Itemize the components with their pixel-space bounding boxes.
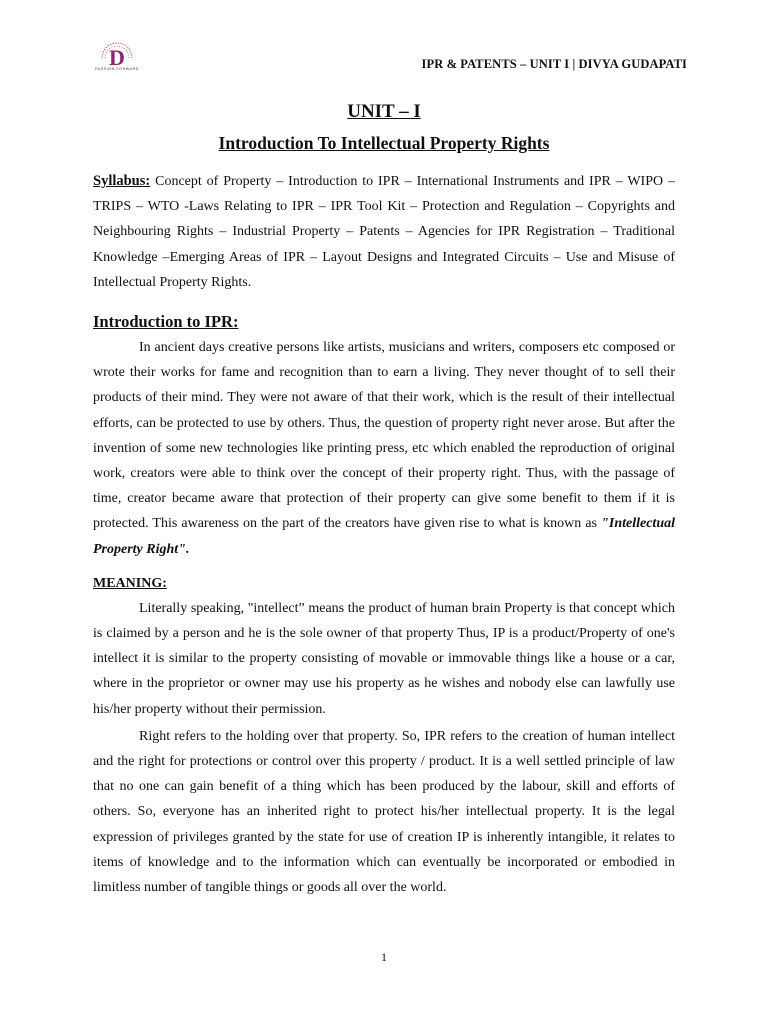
meaning-paragraph-2: Right refers to the holding over that property. So, IPR refers to the creation of human intellect and the right for protections or control over this property / product. It is a well settled principle of law that no one can gain benefit of a thing which has been produced by the labour, skill and efforts of others. So, everyone has an inherited right to protect his/her intellectual property. It is the legal expression of privileges granted by the state for use of creation IP is inherently intangible, it relates to items of knowledge and to the information which can eventually be incorporated or embodied in limitless number of tangible things or goods all over the world. xyxy=(93,728,675,896)
running-header: IPR & PATENTS – UNIT I | DIVYA GUDAPATI xyxy=(421,57,687,71)
introduction-paragraph xyxy=(93,335,675,562)
introduction-emphasis: "Intellectual Property Right". xyxy=(93,516,675,557)
document-body xyxy=(93,169,675,900)
meaning-paragraph-1: Literally speaking, "intellect” means the product of human brain Property is that concept which is claimed by a person and he is the sole owner of that property Thus, IP is a product/Property of one's intellect it is similar to the property consisting of movable or immovable things like a house or a car, where in the proprietor or owner may use his property as he wishes and nobody else can lawfully use his/her property without their permission. xyxy=(93,600,675,717)
meaning-heading: MEANING: xyxy=(93,575,167,591)
introduction-text: In ancient days creative persons like artists, musicians and writers, composers etc composed or wrote their works for fame and recognition than to earn a living. They never thought of to sell their products of their mind. They were not aware of that their work, which is the result of their intellectual efforts, can be protected to use by others. Thus, the question of property right never arose. But after the invention of some new technologies like printing press, etc which enabled the reproduction of original work, creators were able to think over the concept of their property right. Thus, with the passage of time, creator became aware that protection of their property can give some benefit to them if it is protected. This awareness on the part of the creators have given rise to what is known as xyxy=(93,340,675,532)
syllabus-paragraph xyxy=(93,169,675,295)
logo-tagline: PASSION FORWARD xyxy=(94,67,140,71)
unit-title: UNIT – I xyxy=(347,101,421,122)
brand-logo xyxy=(88,38,146,74)
introduction-heading: Introduction to IPR: xyxy=(93,312,239,332)
syllabus-text: Concept of Property – Introduction to IPR – International Instruments and IPR – WIPO – TRIPS – WTO -Laws Relating to IPR – IPR Tool Kit – Protection and Regulation – Copyrights and Neighbouring Rights – Industrial Property – Patents – Agencies for IPR Registration – Traditional Knowledge –Emerging Areas of IPR – Layout Designs and Integrated Circuits – Use and Misuse of Intellectual Property Rights. xyxy=(93,174,675,290)
logo-mark-icon xyxy=(88,38,146,68)
document-title: Introduction To Intellectual Property Rights xyxy=(218,133,550,153)
syllabus-label: Syllabus: xyxy=(93,173,151,189)
logo-letter: D xyxy=(109,45,125,68)
page-number: 1 xyxy=(381,950,387,964)
